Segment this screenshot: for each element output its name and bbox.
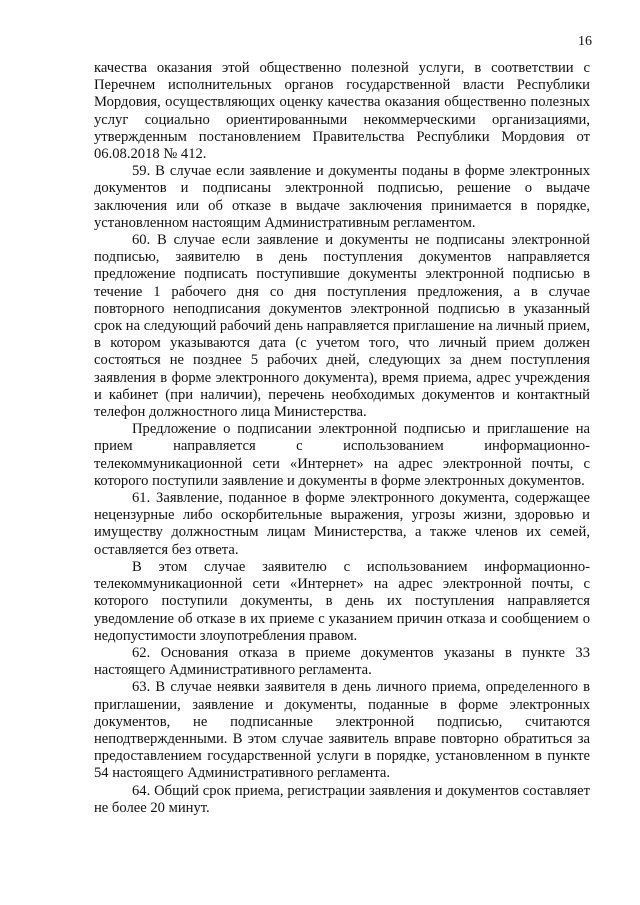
paragraph-62: 62. Основания отказа в приеме документов указаны в пункте 33 настоящего Административного регламента. bbox=[94, 644, 590, 679]
paragraph-60: 60. В случае если заявление и документы не подписаны электронной подписью, заявителю в день поступления документов направляется предложение подписать поступившие документы электронной подписью в течение 1 рабочего дня со дня поступления предложения, а в случае повторного неподписания документов электронной подписью в указанный срок на следующий рабочий день направляется приглашение на личный прием, в котором указываются дата (с учетом того, что личный прием должен состояться не позднее 5 рабочих дней, следующих за днем поступления заявления в форме электронного документа), время приема, адрес учреждения и кабинет (при наличии), перечень необходимых документов и контактный телефон должностного лица Министерства. bbox=[94, 232, 591, 421]
paragraph-64: 64. Общий срок приема, регистрации заявления и документов составляет не более 20 минут. bbox=[94, 782, 590, 816]
paragraph-61-notification: В этом случае заявителю с использованием информационно-телекоммуникационной сети «Интернет» на адрес электронной почты, с которого поступили документы, в день их поступления направляется уведомление об отказе в их приеме с указанием причин отказа и сообщением о недопустимости злоупотребления правом. bbox=[94, 558, 590, 644]
paragraph-61: 61. Заявление, поданное в форме электронного документа, содержащее нецензурные либо оскорбительные выражения, угрозы жизни, здоровью и имуществу должностным лицам Министерства, а также членов их семей, оставляется без ответа. bbox=[94, 490, 590, 558]
paragraph-60-signature-offer: Предложение о подписании электронной подписью и приглашение на прием направляется с использованием информационно-телекоммуникационной сети «Интернет» на адрес электронной почты, с которого поступили заявление и документы в форме электронных документов. bbox=[94, 421, 590, 489]
body-text bbox=[94, 60, 590, 817]
paragraph-59: 59. В случае если заявление и документы поданы в форме электронных документов и подписаны электронной подписью, решение о выдаче заключения или об отказе в выдаче заключения принимается в порядке, установленном настоящим Административным регламентом. bbox=[94, 163, 590, 231]
paragraph-63: 63. В случае неявки заявителя в день личного приема, определенного в приглашении, заявление и документы, поданные в форме электронных документов, не подписанные электронной подписью, считаются неподтвержденными. В этом случае заявитель вправе повторно обратиться за предоставлением государственной услуги в порядке, установленном в пункте 54 настоящего Административного регламента. bbox=[94, 679, 590, 782]
paragraph-continuation: качества оказания этой общественно полезной услуги, в соответствии с Перечнем исполнительных органов государственной власти Республики Мордовия, осуществляющих оценку качества оказания общественно полезных услуг социально ориентированными некоммерческими организациями, утвержденным постановлением Правительства Республики Мордовия от 06.08.2018 № 412. bbox=[94, 60, 590, 163]
page-number: 16 bbox=[578, 34, 592, 49]
